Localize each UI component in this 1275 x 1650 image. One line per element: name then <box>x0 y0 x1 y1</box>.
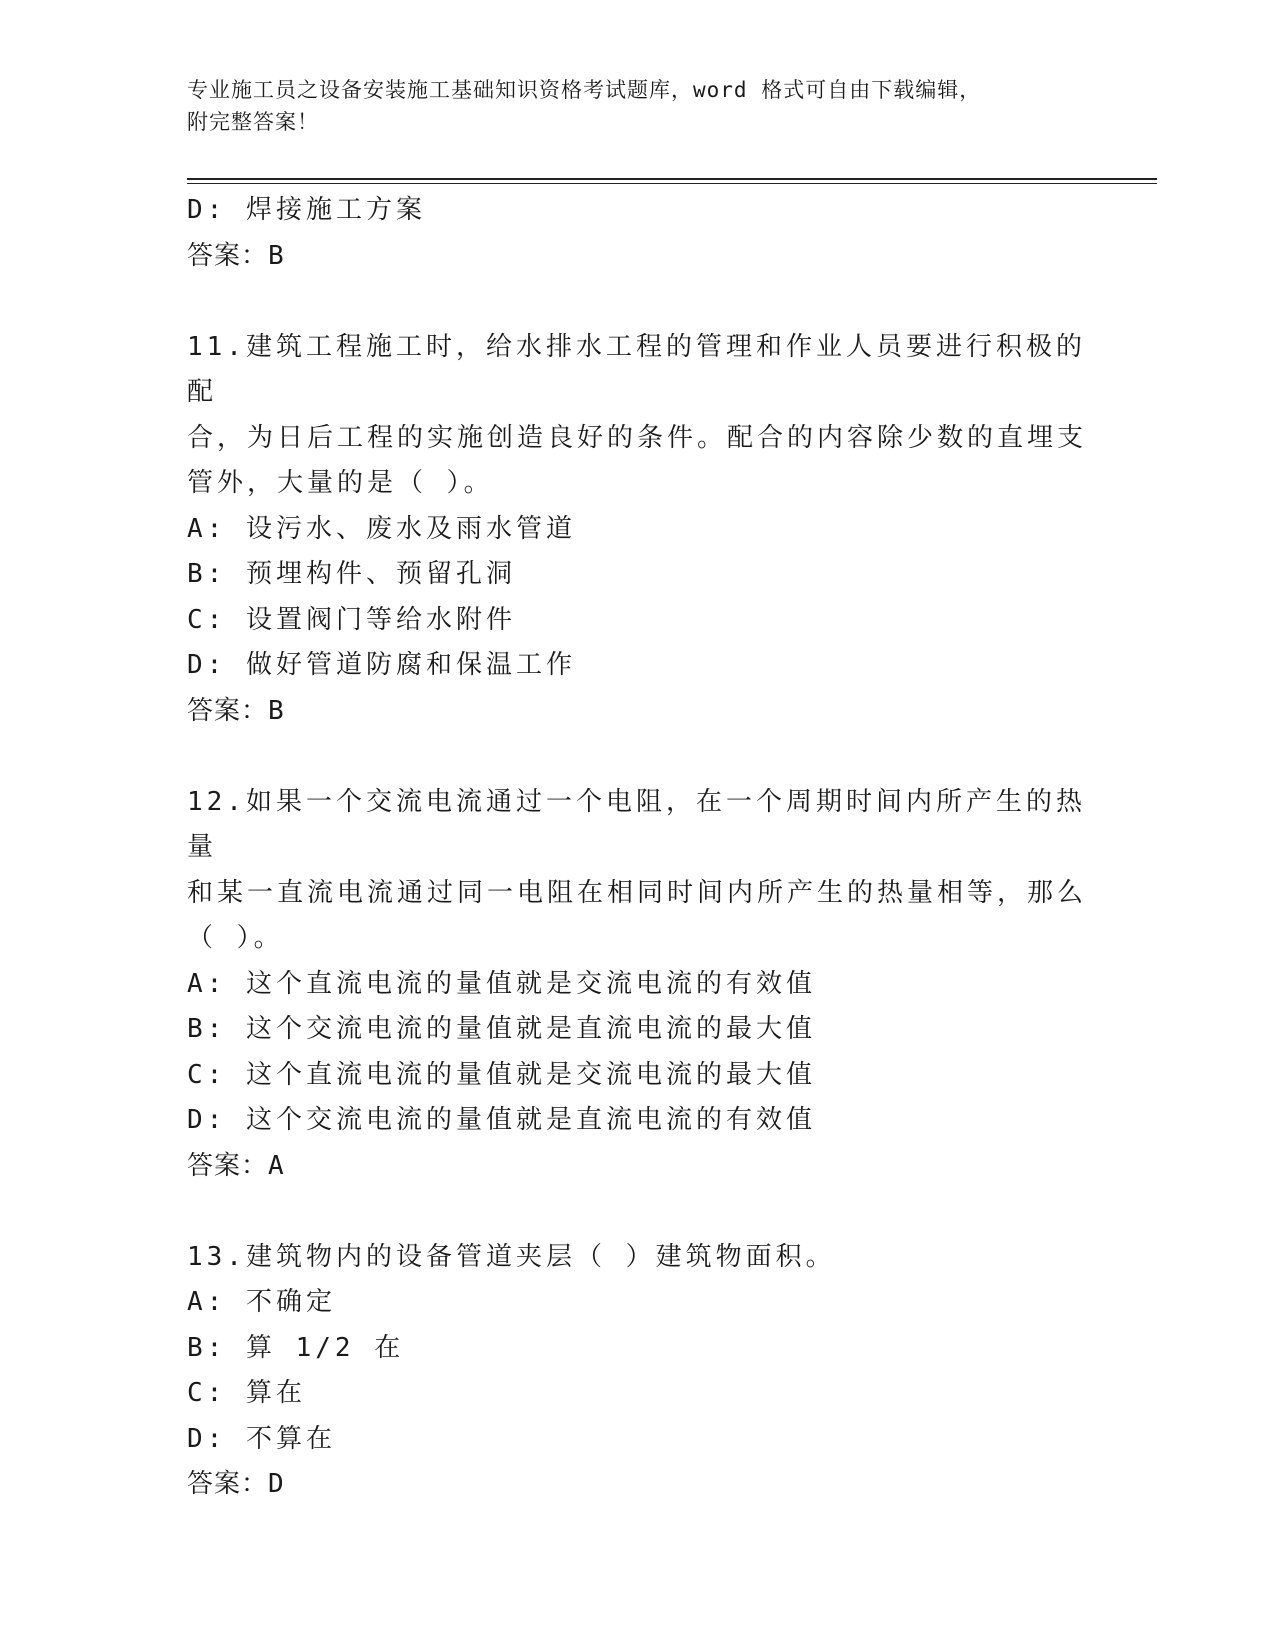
header-line-1: 专业施工员之设备安装施工基础知识资格考试题库，word 格式可自由下载编辑， <box>187 78 982 102</box>
question-12 <box>187 780 1087 1190</box>
option-a: A: 设污水、废水及雨水管道 <box>187 513 576 544</box>
question-13 <box>187 1235 1087 1508</box>
question-stem: 11.建筑工程施工时，给水排水工程的管理和作业人员要进行积极的配 <box>187 331 1086 407</box>
spacer <box>187 734 1087 780</box>
answer-line: 答案：A <box>187 1150 285 1181</box>
question-stem: 和某一直流电流通过同一电阻在相同时间内所产生的热量相等，那么 <box>187 877 1088 908</box>
answer-line: 答案：D <box>187 1469 285 1499</box>
question-stem: 12.如果一个交流电流通过一个电阻，在一个周期时间内所产生的热量 <box>187 786 1086 862</box>
question-list <box>187 188 1087 1508</box>
option-a: A: 不确定 <box>187 1287 336 1317</box>
prev-question-tail <box>187 188 1087 279</box>
document-header <box>187 74 1087 138</box>
question-stem: （ ）。 <box>187 923 284 953</box>
answer-line: 答案：B <box>187 695 285 726</box>
option-c: C: 设置阀门等给水附件 <box>187 604 516 635</box>
question-stem: 13.建筑物内的设备管道夹层（ ）建筑物面积。 <box>187 1241 836 1272</box>
option-b: B: 算 1/2 在 <box>187 1332 405 1363</box>
option-b: B: 预埋构件、预留孔洞 <box>187 559 516 589</box>
option-c: C: 这个直流电流的量值就是交流电流的最大值 <box>187 1059 816 1090</box>
question-11 <box>187 325 1087 735</box>
option-a: A: 这个直流电流的量值就是交流电流的有效值 <box>187 968 816 999</box>
option-d: D: 做好管道防腐和保温工作 <box>187 650 576 680</box>
question-stem: 管外，大量的是（ ）。 <box>187 468 494 498</box>
option-d: D: 不算在 <box>187 1423 336 1454</box>
option-d: D: 这个交流电流的量值就是直流电流的有效值 <box>187 1105 816 1135</box>
header-line-2: 附完整答案！ <box>187 110 319 134</box>
answer-line: 答案：B <box>187 240 285 271</box>
option-b: B: 这个交流电流的量值就是直流电流的最大值 <box>187 1014 816 1044</box>
spacer <box>187 1189 1087 1235</box>
option-c: C: 算在 <box>187 1378 306 1408</box>
option-d: D: 焊接施工方案 <box>187 195 426 225</box>
header-divider <box>187 178 1157 184</box>
question-stem: 合，为日后工程的实施创造良好的条件。配合的内容除少数的直埋支 <box>187 422 1088 453</box>
spacer <box>187 279 1087 325</box>
